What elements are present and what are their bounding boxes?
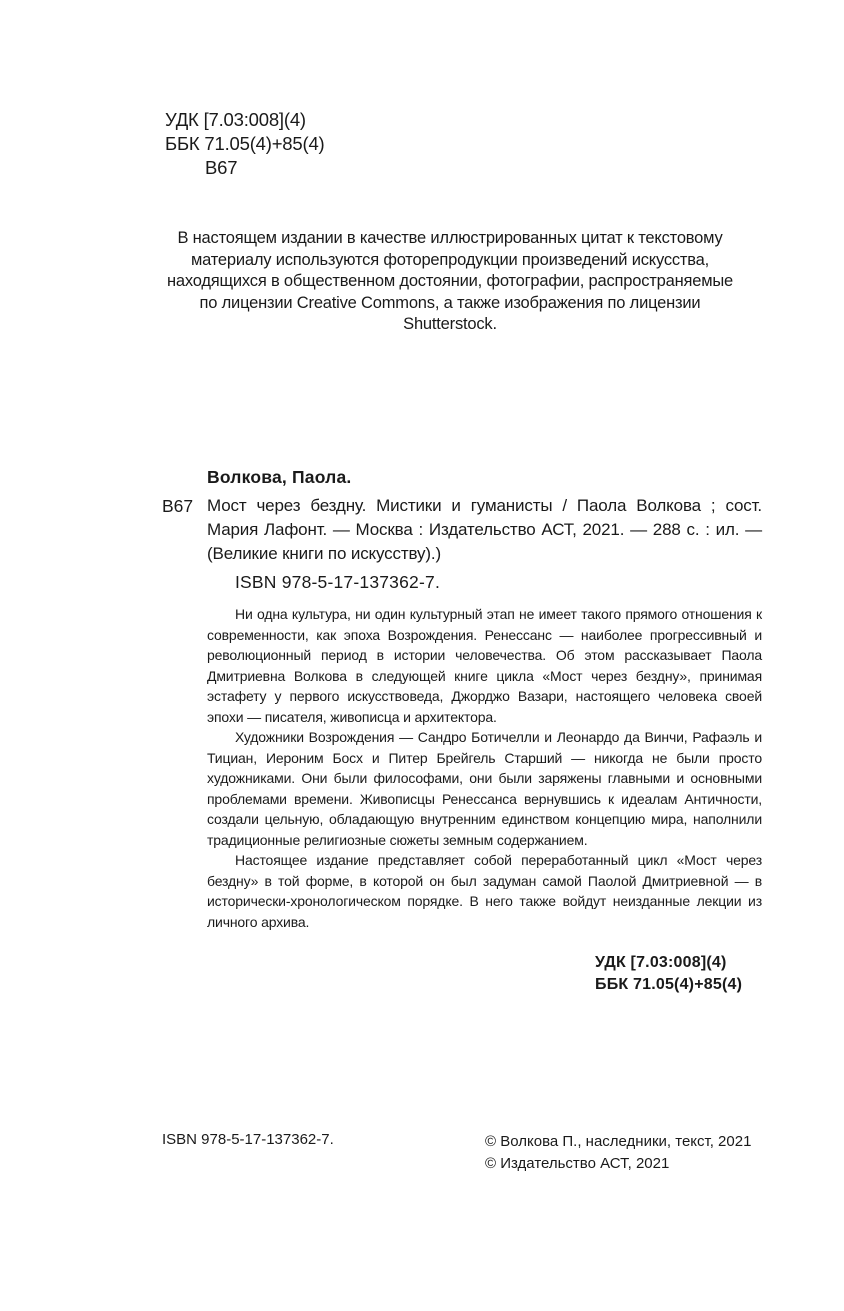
record-author: Волкова, Паола. <box>207 467 352 487</box>
copyright-block <box>485 1131 751 1175</box>
record-description: Мост через бездну. Мистики и гуманисты / Паола Волкова ; сост. Мария Лафонт. — Москва : Издательство АСТ, 2021. — 288 с. : ил. — (Великие книги по искусству).) <box>207 496 762 563</box>
footer-isbn: ISBN 978-5-17-137362-7. <box>162 1131 334 1148</box>
udk-code: УДК [7.03:008](4) <box>165 109 306 130</box>
udk-code: УДК [7.03:008](4) <box>595 954 727 971</box>
annotation-paragraph: Художники Возрождения — Сандро Ботичелли и Леонардо да Винчи, Рафаэль и Тициан, Иероним Босх и Питер Брейгель Старший — никогда не были просто художниками. Они были философами, они были заряжены главными и основными проблемами времени. Живописцы Ренессанса вернувшись к идеалам Античности, создали цельную, обладающую внутренним единством концепцию мира, наполнили традиционные религиозные сюжеты земным содержанием. <box>207 729 762 848</box>
bbk-code: ББК 71.05(4)+85(4) <box>595 976 743 993</box>
notice-line: находящихся в общественном достоянии, фотографии, распространяемые <box>167 272 733 290</box>
image-license-notice <box>150 228 750 336</box>
annotation <box>207 604 762 932</box>
notice-line: по лицензии Creative Commons, а также изображения по лицензии <box>199 293 701 312</box>
classification-bottom <box>595 952 742 996</box>
record-shelf-mark: В67 <box>162 496 194 516</box>
notice-line: В настоящем издании в качестве иллюстрированных цитат к текстовому <box>177 229 723 247</box>
notice-line: Shutterstock. <box>403 315 497 333</box>
copyright-line: © Издательство АСТ, 2021 <box>485 1155 670 1172</box>
notice-line: материалу используются фоторепродукции произведений искусства, <box>190 250 710 269</box>
copyright-line: © Волкова П., наследники, текст, 2021 <box>485 1133 752 1150</box>
annotation-paragraph: Настоящее издание представляет собой переработанный цикл «Мост через бездну» в той форме, в которой он был задуман самой Паолой Дмитриевной — в исторически-хронологическом порядке. В него также войдут неизданные лекции из личного архива. <box>207 852 762 930</box>
author-mark: В67 <box>205 157 238 178</box>
record-isbn: ISBN 978-5-17-137362-7. <box>235 572 441 592</box>
classification-top <box>165 108 325 180</box>
bbk-code: ББК 71.05(4)+85(4) <box>165 133 325 154</box>
annotation-paragraph: Ни одна культура, ни один культурный этап не имеет такого прямого отношения к современности, как эпоха Возрождения. Ренессанс — наиболее прогрессивный и революционный период в истории человечества. Об этом рассказывает Паола Дмитриевна Волкова в следующей книге цикла «Мост через бездну», принимая эстафету у первого искусствоведа, Джорджо Вазари, настоящего человека своей эпохи — писателя, живописца и архитектора. <box>207 606 762 725</box>
